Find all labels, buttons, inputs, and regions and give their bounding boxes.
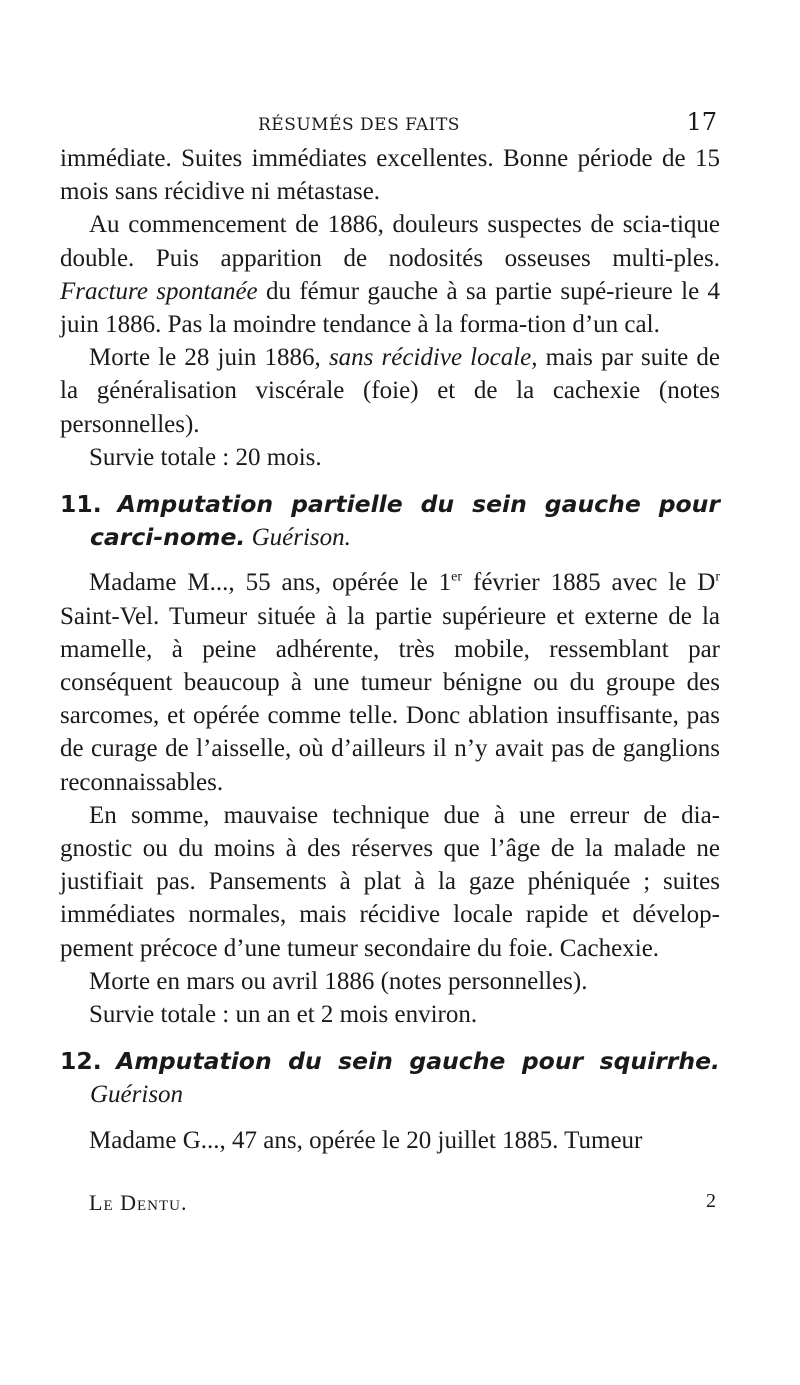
case-number: 12. xyxy=(60,1047,102,1076)
text-span: Saint-Vel. Tumeur située à la partie supérieure et externe de la mamelle, à peine adhérente, très mobile, ressemblant par conséquent beaucoup à une tumeur bénigne ou du groupe des sarcomes, et opérée comme telle. Donc ablation insuffisante, pas de curage de l’aisselle, où d’ailleurs il n’y avait pas de ganglions reconnaissables. xyxy=(60,602,720,796)
paragraph xyxy=(60,208,720,341)
text-span: février 1885 avec le D xyxy=(462,569,716,597)
text-span: Au commencement de 1886, douleurs suspectes de scia-tique double. Puis apparition de nodosités osseuses multi-ples. xyxy=(60,211,720,272)
page-footer xyxy=(89,1190,717,1216)
page-number: 17 xyxy=(686,108,717,136)
page-body xyxy=(60,142,720,1157)
running-title: RÉSUMÉS DES FAITS xyxy=(258,115,460,135)
case-heading-12 xyxy=(60,1045,720,1111)
emphasis: sans récidive locale, xyxy=(328,344,538,372)
paragraph: Madame G..., 47 ans, opérée le 20 juillet 1885. Tumeur xyxy=(89,1126,643,1154)
emphasis: Fracture spontanée xyxy=(60,277,258,305)
case-title: Amputation partielle du sein gauche pour carci-nome. xyxy=(90,490,721,552)
paragraph: Survie totale : un an et 2 mois environ. xyxy=(89,1001,478,1029)
paragraph: Survie totale : 20 mois. xyxy=(89,443,322,471)
footer-signature: 2 xyxy=(706,1190,717,1212)
text-span: Madame M..., 55 ans, opérée le 1 xyxy=(89,569,452,597)
paragraph: Morte en mars ou avril 1886 (notes personnelles). xyxy=(89,967,588,995)
case-outcome: Guérison. xyxy=(251,524,351,552)
case-number: 11. xyxy=(60,490,102,519)
text-span: mais par suite de la généralisation viscérale (foie) et de la cachexie (notes personnelles). xyxy=(60,344,720,438)
running-head xyxy=(258,108,717,136)
case-heading-11 xyxy=(60,488,720,554)
superscript: er xyxy=(451,570,463,586)
superscript: r xyxy=(715,570,720,586)
paragraph: En somme, mauvaise technique due à une erreur de dia-gnostic ou du moins à des réserves que l’âge de la malade ne justifiait pas. Pansements à plat à la gaze phéniquée ; suites immédiates normales, mais récidive locale rapide et dévelop-pement précoce d’une tumeur secondaire du foie. Cachexie. xyxy=(60,801,720,962)
text-span: Morte le 28 juin 1886, xyxy=(89,344,329,372)
case-title: Amputation du sein gauche pour squirrhe. xyxy=(116,1047,720,1076)
text-span: du fémur gauche à sa partie supé-rieure le 4 juin 1886. Pas la moindre tendance à la forma-tion d’un cal. xyxy=(60,277,721,339)
case-outcome: Guérison xyxy=(90,1081,184,1109)
paragraph: immédiate. Suites immédiates excellentes. Bonne période de 15 mois sans récidive ni métastase. xyxy=(60,145,720,206)
paragraph xyxy=(60,566,720,798)
paragraph xyxy=(60,341,720,441)
footer-author: Le Dentu. xyxy=(89,1190,188,1215)
